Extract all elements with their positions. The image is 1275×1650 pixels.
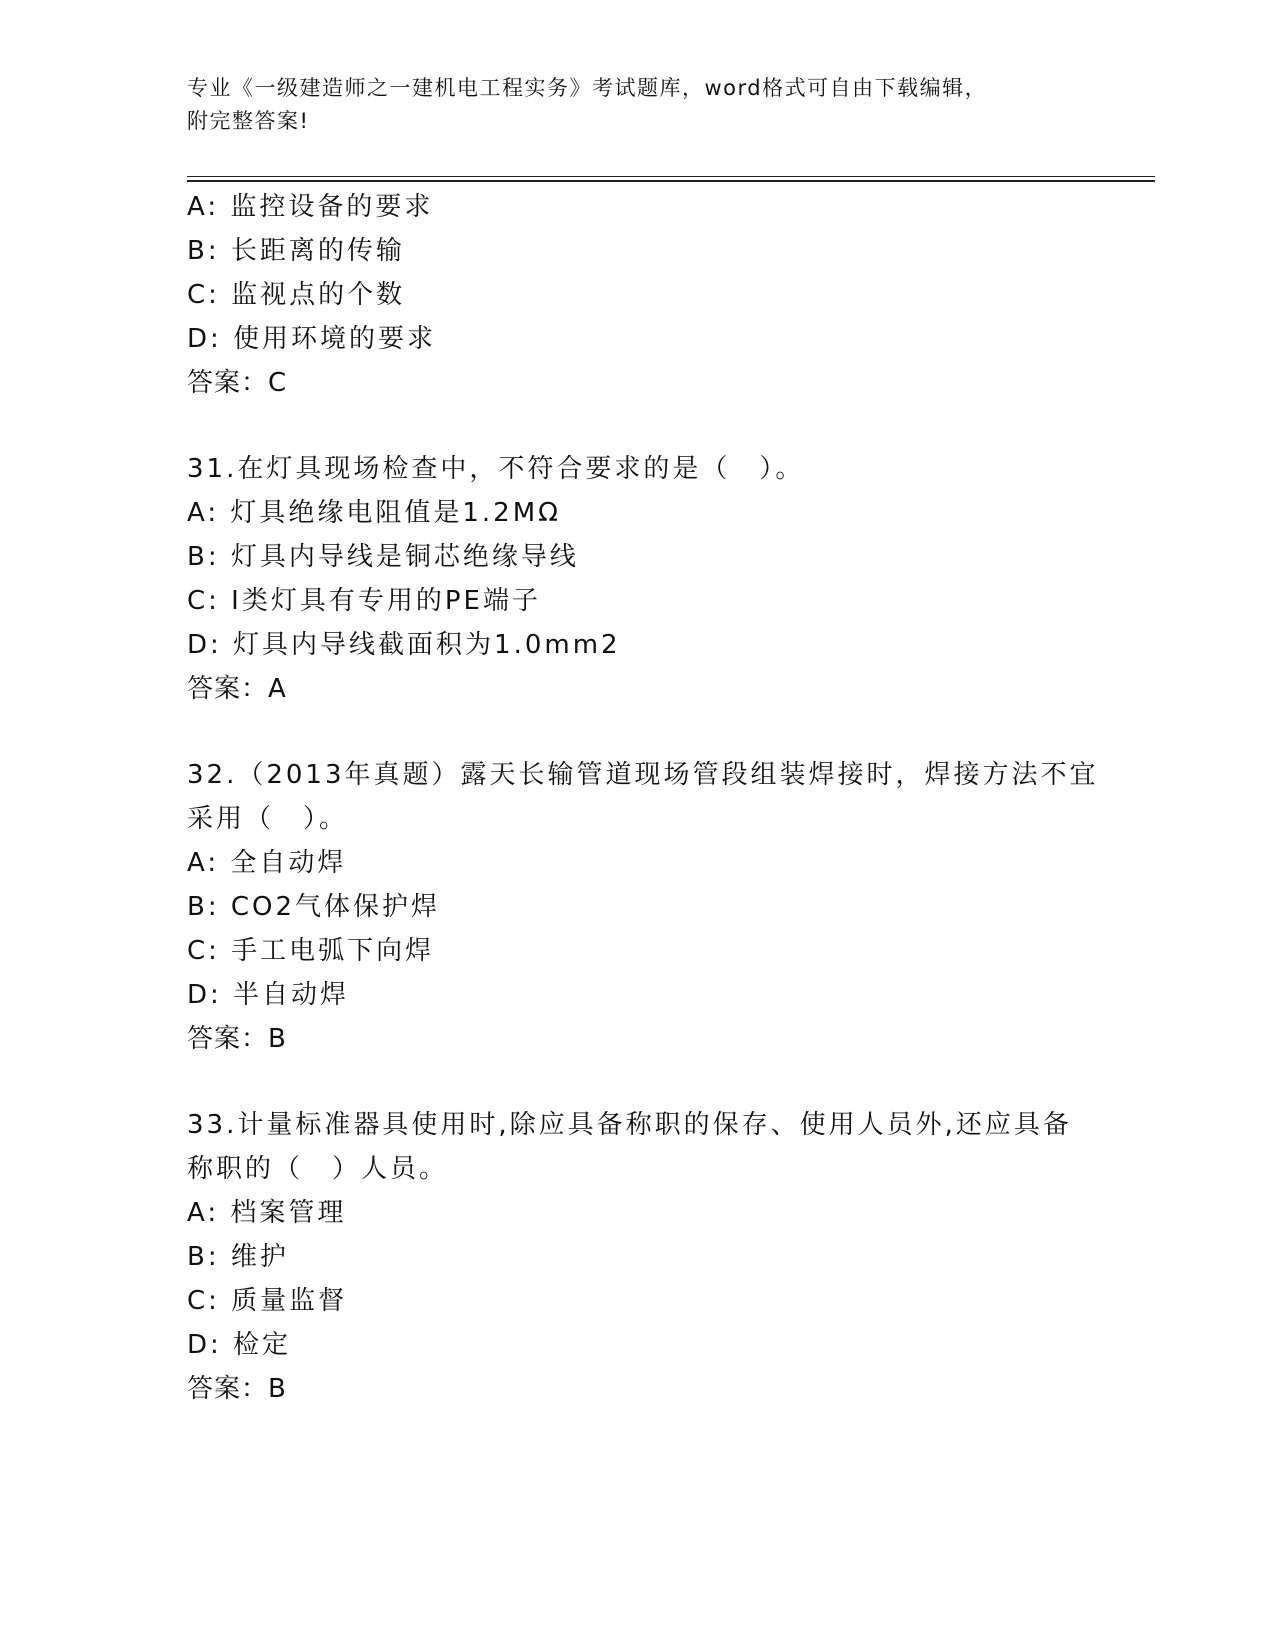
q32-answer: 答案：B xyxy=(187,1024,287,1054)
q32-option-d: D: 半自动焊 xyxy=(187,980,350,1010)
q33-option-c: C: 质量监督 xyxy=(187,1286,348,1316)
q31-option-b: B: 灯具内导线是铜芯绝缘导线 xyxy=(187,542,579,572)
q31-answer: 答案：A xyxy=(187,674,287,704)
q31-stem: 31.在灯具现场检查中，不符合要求的是（ ）。 xyxy=(187,454,805,484)
q32-option-b: B: CO2气体保护焊 xyxy=(187,892,441,922)
header-line-2: 附完整答案! xyxy=(187,109,310,133)
q33-option-a: A: 档案管理 xyxy=(187,1198,347,1228)
q30-option-a: A: 监控设备的要求 xyxy=(187,192,434,222)
q32-stem-line-1: 32.（2013年真题）露天长输管道现场管段组装焊接时，焊接方法不宜 xyxy=(187,760,1099,790)
header-divider-thin xyxy=(187,176,1155,177)
q30-option-b: B: 长距离的传输 xyxy=(187,236,405,266)
q33-option-d: D: 检定 xyxy=(187,1330,292,1360)
q33-option-b: B: 维护 xyxy=(187,1242,289,1272)
header-line-1: 专业《一级建造师之一建机电工程实务》考试题库，word格式可自由下载编辑， xyxy=(187,76,988,100)
q32-stem-line-2: 采用（ ）。 xyxy=(187,804,349,834)
q31-option-a: A: 灯具绝缘电阻值是1.2MΩ xyxy=(187,498,562,528)
q33-answer: 答案：B xyxy=(187,1374,287,1404)
q33-stem-line-2: 称职的（ ）人员。 xyxy=(187,1154,449,1184)
q32-option-a: A: 全自动焊 xyxy=(187,848,347,878)
q32-option-c: C: 手工电弧下向焊 xyxy=(187,936,435,966)
q31-option-d: D: 灯具内导线截面积为1.0mm2 xyxy=(187,630,621,660)
q30-option-c: C: 监视点的个数 xyxy=(187,280,406,310)
q30-answer: 答案：C xyxy=(187,368,288,398)
document-header xyxy=(187,72,1067,138)
q33-stem-line-1: 33.计量标准器具使用时,除应具备称职的保存、使用人员外,还应具备 xyxy=(187,1110,1072,1140)
q30-option-d: D: 使用环境的要求 xyxy=(187,324,437,354)
header-divider-thick xyxy=(187,180,1155,182)
q31-option-c: C: Ⅰ类灯具有专用的PE端子 xyxy=(187,586,541,616)
